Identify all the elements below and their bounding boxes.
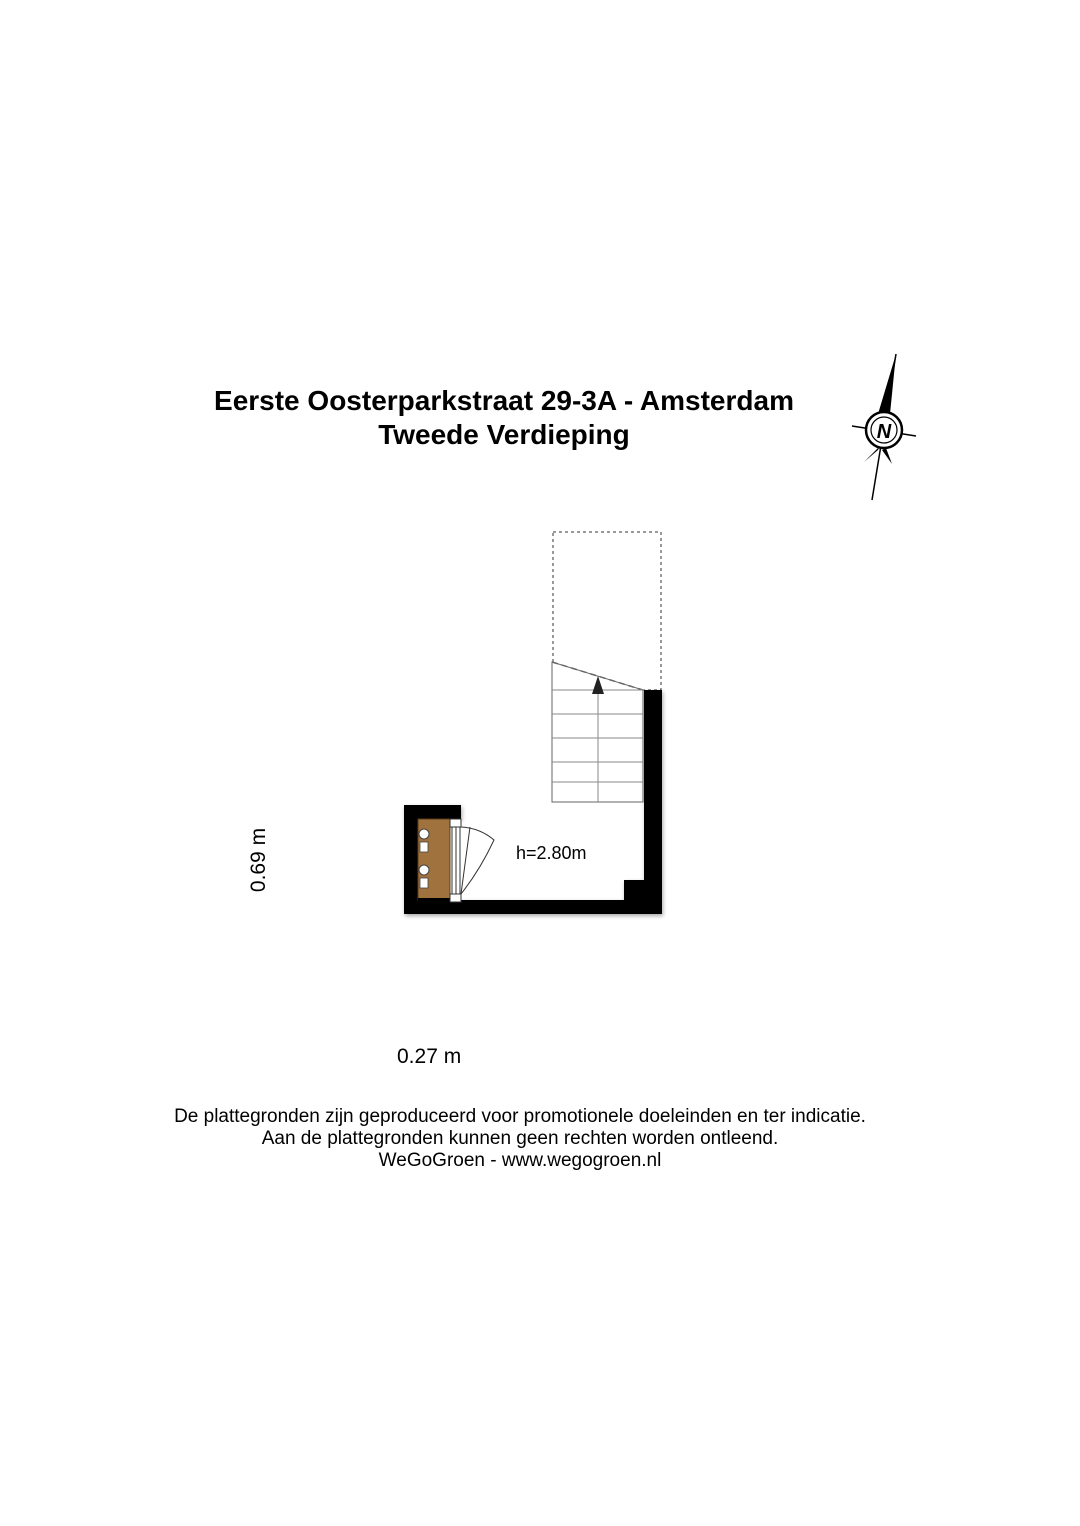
wall-corner-block (624, 880, 662, 914)
floor-name: Tweede Verdieping (378, 419, 630, 450)
door-jamb-bottom (450, 894, 461, 902)
wall-top-left (404, 805, 461, 819)
disclaimer-line-2: Aan de plattegronden kunnen geen rechten worden ontleend. (261, 1128, 779, 1149)
cabinet-fixture (420, 878, 428, 888)
door (450, 819, 494, 902)
staircase (552, 662, 643, 802)
cabinet-base (418, 898, 450, 902)
void-outline (553, 532, 661, 690)
page-title: Eerste Oosterparkstraat 29-3A - Amsterdam (214, 385, 794, 416)
wall-bottom (404, 900, 662, 914)
credits-line: WeGoGroen - www.wegogroen.nl (378, 1150, 662, 1171)
dimension-height: 0.69 m (247, 827, 270, 893)
dimension-width: 0.27 m (397, 1045, 462, 1068)
cabinet-fixture (420, 842, 428, 852)
wall-left (404, 805, 418, 914)
cabinet-fixture (419, 865, 429, 875)
disclaimer-line-1: De plattegronden zijn geproduceerd voor promotionele doeleinden en ter indicatie. (174, 1106, 866, 1127)
room-height-label: h=2.80m (516, 843, 587, 863)
door-jamb-top (450, 819, 461, 827)
cabinet (418, 819, 450, 902)
compass-letter: N (876, 421, 892, 443)
cabinet-fixture (419, 829, 429, 839)
